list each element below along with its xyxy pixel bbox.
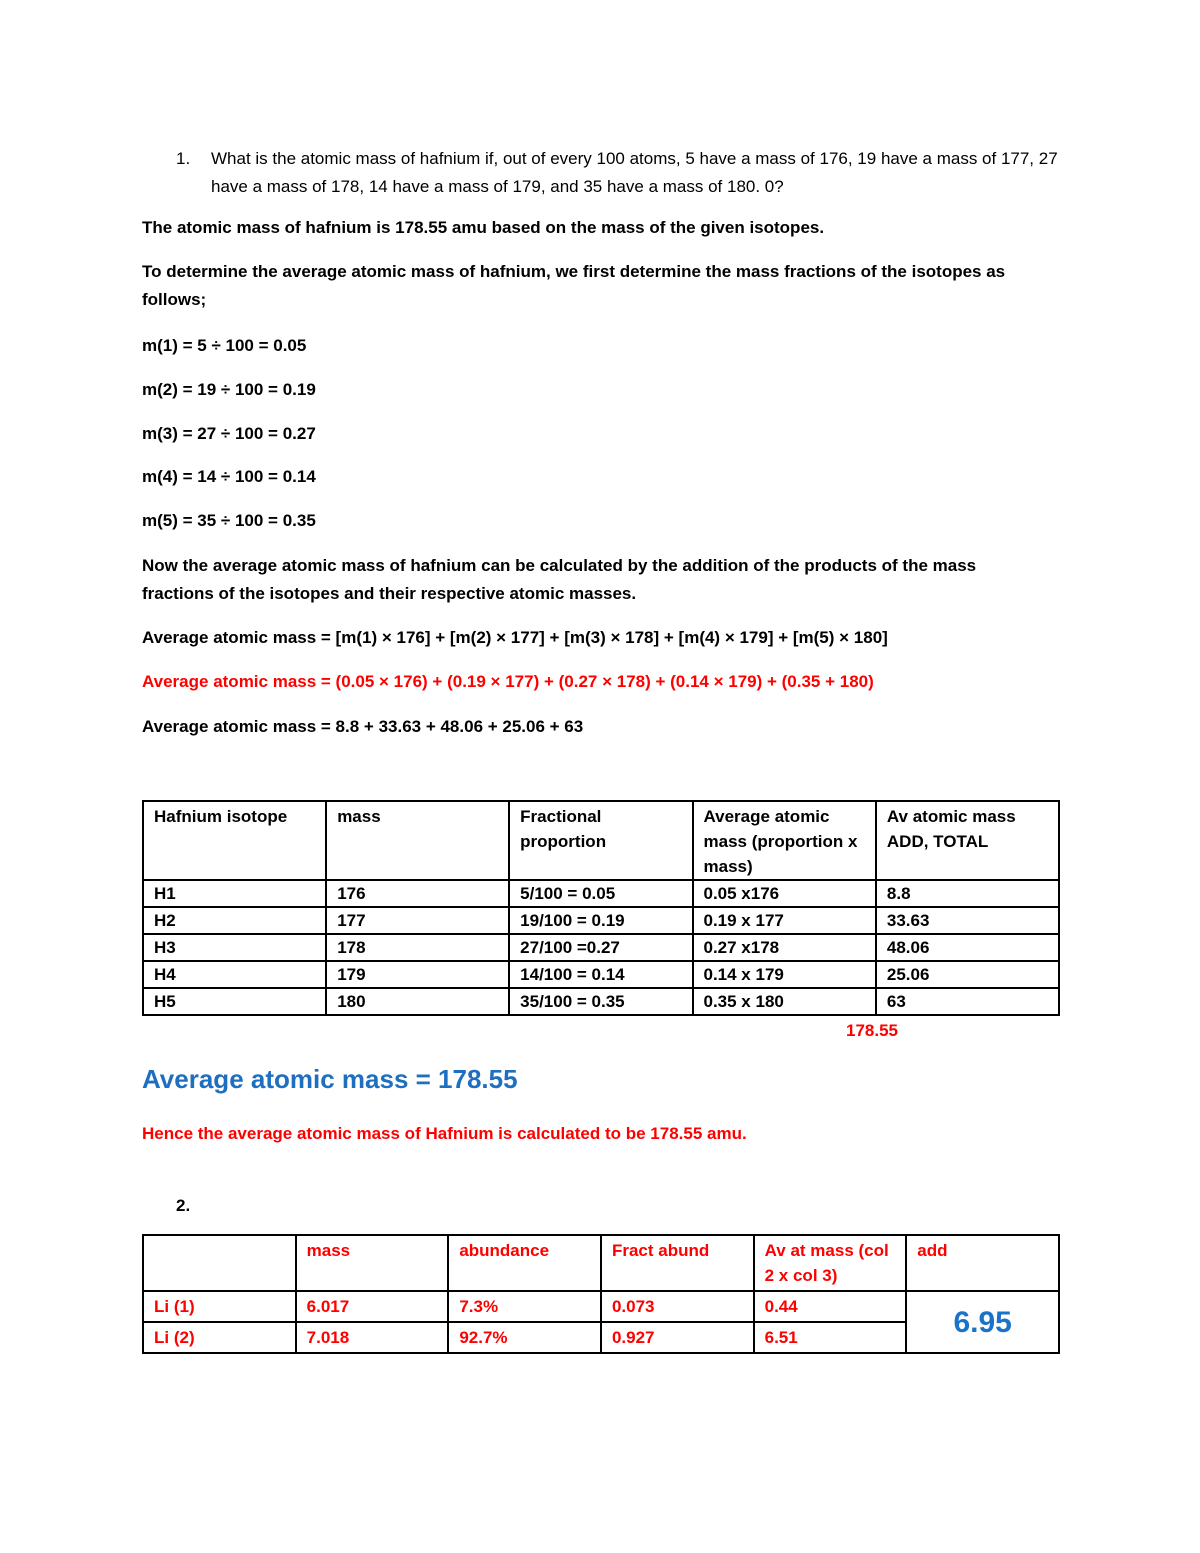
table-row — [143, 880, 1059, 907]
formula-substituted: Average atomic mass = (0.05 × 176) + (0.19 × 177) + (0.27 × 178) + (0.14 × 179) + (0.35 + 180) — [142, 672, 874, 691]
header-add: add — [906, 1235, 1059, 1291]
table-row — [143, 1291, 1059, 1322]
cell: 7.018 — [296, 1322, 449, 1353]
header-total: Av atomic mass ADD, TOTAL — [876, 801, 1059, 880]
cell: 0.19 x 177 — [693, 907, 876, 934]
cell: 6.017 — [296, 1291, 449, 1322]
header-av-at-mass: Av at mass (col 2 x col 3) — [754, 1235, 907, 1291]
fraction-3: m(3) = 27 ÷ 100 = 0.27 — [142, 424, 316, 443]
cell: 6.51 — [754, 1322, 907, 1353]
cell: 0.14 x 179 — [693, 961, 876, 988]
table-header-row — [143, 801, 1059, 880]
header-abundance: abundance — [448, 1235, 601, 1291]
cell: 35/100 = 0.35 — [509, 988, 692, 1015]
table-row — [143, 961, 1059, 988]
answer-line: The atomic mass of hafnium is 178.55 amu based on the mass of the given isotopes. — [142, 218, 825, 237]
lithium-table — [142, 1234, 1060, 1354]
header-fraction: Fractional proportion — [509, 801, 692, 880]
formula-products: Average atomic mass = 8.8 + 33.63 + 48.06 + 25.06 + 63 — [142, 717, 584, 736]
header-fract-abund: Fract abund — [601, 1235, 754, 1291]
now-paragraph: Now the average atomic mass of hafnium can be calculated by the addition of the products of the mass fractions of the isotopes and their respective atomic masses. — [142, 556, 977, 603]
table-row — [143, 934, 1059, 961]
fraction-2: m(2) = 19 ÷ 100 = 0.19 — [142, 380, 316, 399]
cell: H1 — [143, 880, 326, 907]
average-mass-heading: Average atomic mass = 178.55 — [142, 1064, 518, 1094]
hafnium-table — [142, 800, 1060, 1016]
cell: 176 — [326, 880, 509, 907]
question-1-text: What is the atomic mass of hafnium if, out of every 100 atoms, 5 have a mass of 176, 19 have a mass of 177, 27 have a mass of 178, 14 have a mass of 179, and 35 have a mass of 180. 0? — [211, 149, 1058, 196]
cell: H4 — [143, 961, 326, 988]
header-mass: mass — [296, 1235, 449, 1291]
conclusion: Hence the average atomic mass of Hafnium is calculated to be 178.55 amu. — [142, 1124, 747, 1143]
cell: Li (1) — [143, 1291, 296, 1322]
cell: 0.44 — [754, 1291, 907, 1322]
cell: 63 — [876, 988, 1059, 1015]
cell: H2 — [143, 907, 326, 934]
cell: 0.35 x 180 — [693, 988, 876, 1015]
intro-paragraph: To determine the average atomic mass of hafnium, we first determine the mass fractions of the isotopes as follows; — [142, 262, 1006, 309]
cell: 0.27 x178 — [693, 934, 876, 961]
table-total: 178.55 — [846, 1021, 898, 1040]
formula-symbolic: Average atomic mass = [m(1) × 176] + [m(2) × 177] + [m(3) × 178] + [m(4) × 179] + [m(5) × 180] — [142, 628, 888, 647]
fraction-1: m(1) = 5 ÷ 100 = 0.05 — [142, 336, 307, 355]
cell: 48.06 — [876, 934, 1059, 961]
cell: 25.06 — [876, 961, 1059, 988]
header-blank — [143, 1235, 296, 1291]
question-1-number: 1. — [176, 149, 191, 168]
cell: 92.7% — [448, 1322, 601, 1353]
table-header-row — [143, 1235, 1059, 1291]
cell: 7.3% — [448, 1291, 601, 1322]
cell: H3 — [143, 934, 326, 961]
table-row — [143, 988, 1059, 1015]
cell: 5/100 = 0.05 — [509, 880, 692, 907]
cell: 0.073 — [601, 1291, 754, 1322]
cell: 0.05 x176 — [693, 880, 876, 907]
header-mass: mass — [326, 801, 509, 880]
cell: 180 — [326, 988, 509, 1015]
cell: 14/100 = 0.14 — [509, 961, 692, 988]
cell: H5 — [143, 988, 326, 1015]
add-total-value: 6.95 — [906, 1291, 1059, 1353]
cell: 179 — [326, 961, 509, 988]
cell: 177 — [326, 907, 509, 934]
header-avg-mass: Average atomic mass (proportion x mass) — [693, 801, 876, 880]
cell: 33.63 — [876, 907, 1059, 934]
fraction-5: m(5) = 35 ÷ 100 = 0.35 — [142, 511, 316, 530]
cell: 8.8 — [876, 880, 1059, 907]
cell: 0.927 — [601, 1322, 754, 1353]
question-2-number: 2. — [176, 1196, 191, 1215]
fraction-4: m(4) = 14 ÷ 100 = 0.14 — [142, 467, 316, 486]
cell: 19/100 = 0.19 — [509, 907, 692, 934]
table-row — [143, 907, 1059, 934]
cell: 178 — [326, 934, 509, 961]
cell: Li (2) — [143, 1322, 296, 1353]
cell: 27/100 =0.27 — [509, 934, 692, 961]
header-isotope: Hafnium isotope — [143, 801, 326, 880]
